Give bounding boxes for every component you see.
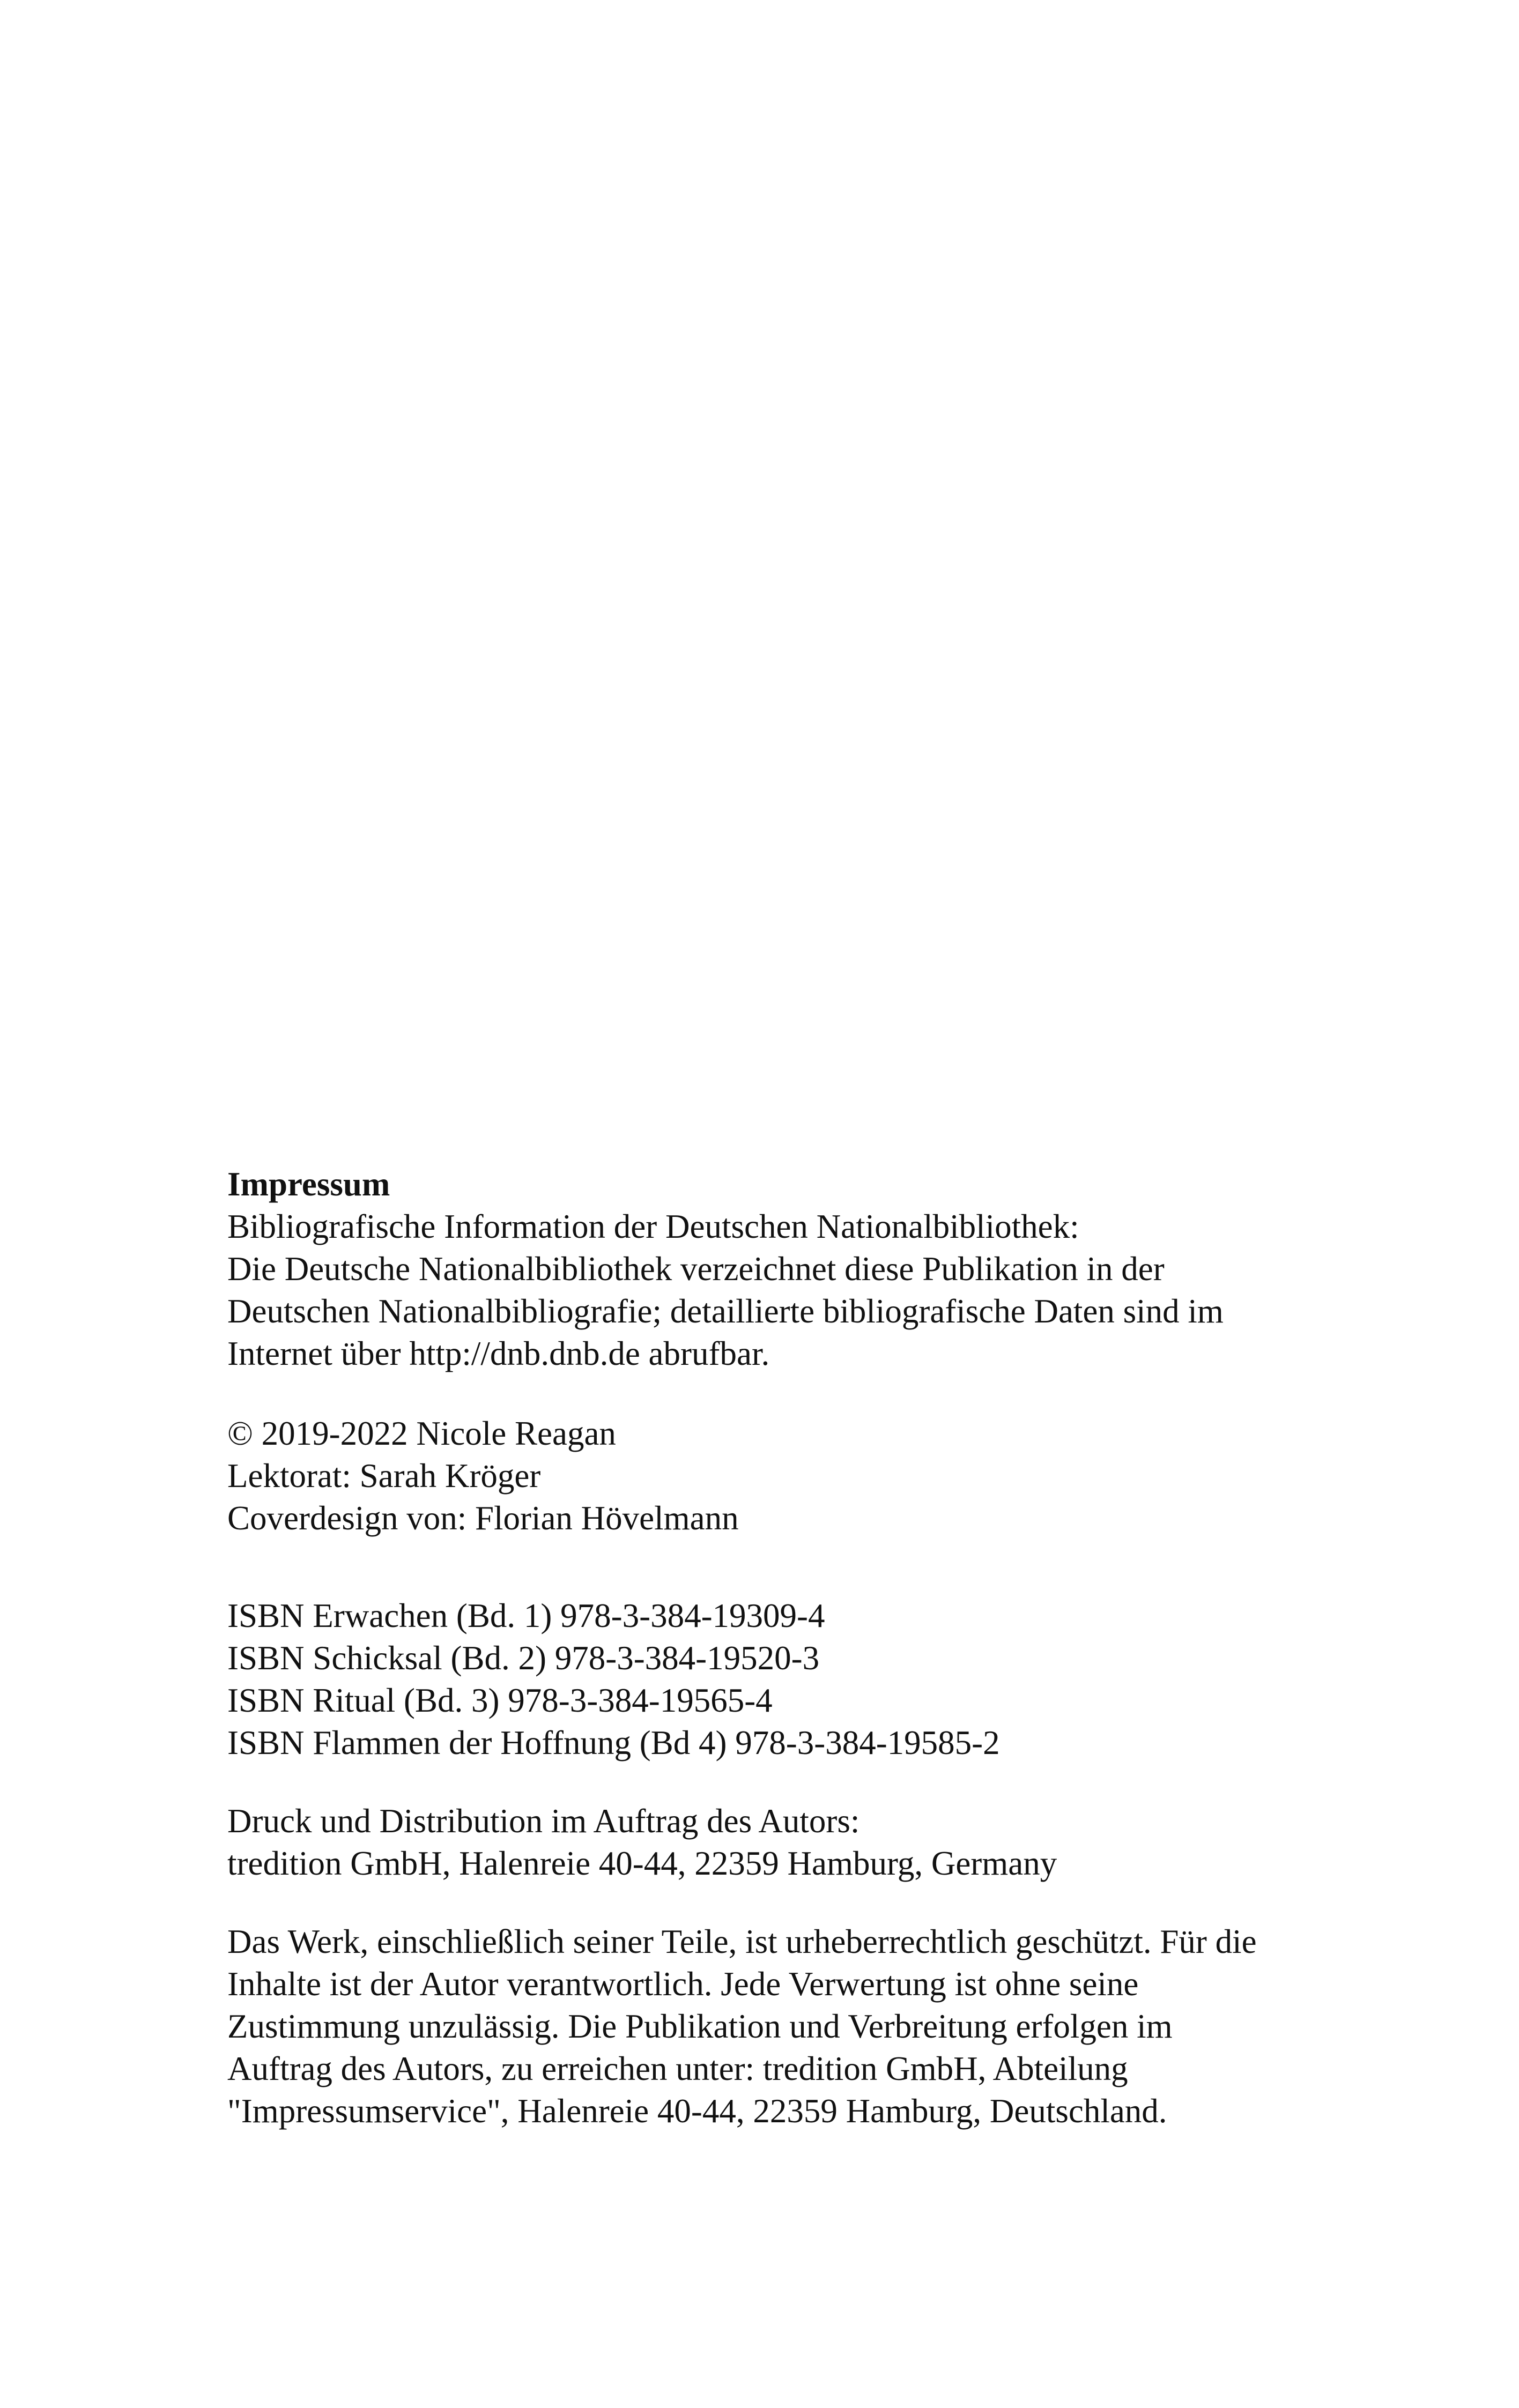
isbn-line: ISBN Schicksal (Bd. 2) 978-3-384-19520-3 [227,1639,820,1677]
isbn-block [227,1595,1353,1764]
copyright-notice-block [227,1921,1353,2132]
bibliographic-line: Bibliografische Information der Deutschen Nationalbibliothek: [227,1208,1079,1245]
cover-design-line: Coverdesign von: Florian Hövelmann [227,1499,739,1537]
isbn-line: ISBN Erwachen (Bd. 1) 978-3-384-19309-4 [227,1597,825,1634]
bibliographic-line: Internet über http://dnb.dnb.de abrufbar. [227,1335,770,1372]
notice-line: Das Werk, einschließlich seiner Teile, ist urheberrechtlich geschützt. Für die [227,1923,1257,1960]
copyright-line: © 2019-2022 Nicole Reagan [227,1415,616,1452]
isbn-line: ISBN Flammen der Hoffnung (Bd 4) 978-3-384-19585-2 [227,1724,1000,1762]
notice-line: Inhalte ist der Autor verantwortlich. Jede Verwertung ist ohne seine [227,1965,1139,2003]
notice-line: Zustimmung unzulässig. Die Publikation und Verbreitung erfolgen im [227,2008,1173,2045]
bibliographic-line: Die Deutsche Nationalbibliothek verzeichnet diese Publikation in der [227,1250,1165,1288]
editor-line: Lektorat: Sarah Kröger [227,1457,541,1495]
impressum-section [227,1163,1353,2132]
credits-block [227,1413,1353,1540]
isbn-line: ISBN Ritual (Bd. 3) 978-3-384-19565-4 [227,1682,773,1719]
notice-line: Auftrag des Autors, zu erreichen unter: tredition GmbH, Abteilung [227,2050,1128,2087]
publisher-address-line: tredition GmbH, Halenreie 40-44, 22359 Hamburg, Germany [227,1845,1057,1882]
bibliographic-block [227,1163,1353,1375]
bibliographic-line: Deutschen Nationalbibliografie; detaillierte bibliografische Daten sind im [227,1292,1224,1330]
notice-line: "Impressumservice", Halenreie 40-44, 22359 Hamburg, Deutschland. [227,2092,1167,2130]
distribution-line: Druck und Distribution im Auftrag des Autors: [227,1802,860,1840]
distribution-block [227,1800,1353,1885]
impressum-heading: Impressum [227,1165,390,1203]
